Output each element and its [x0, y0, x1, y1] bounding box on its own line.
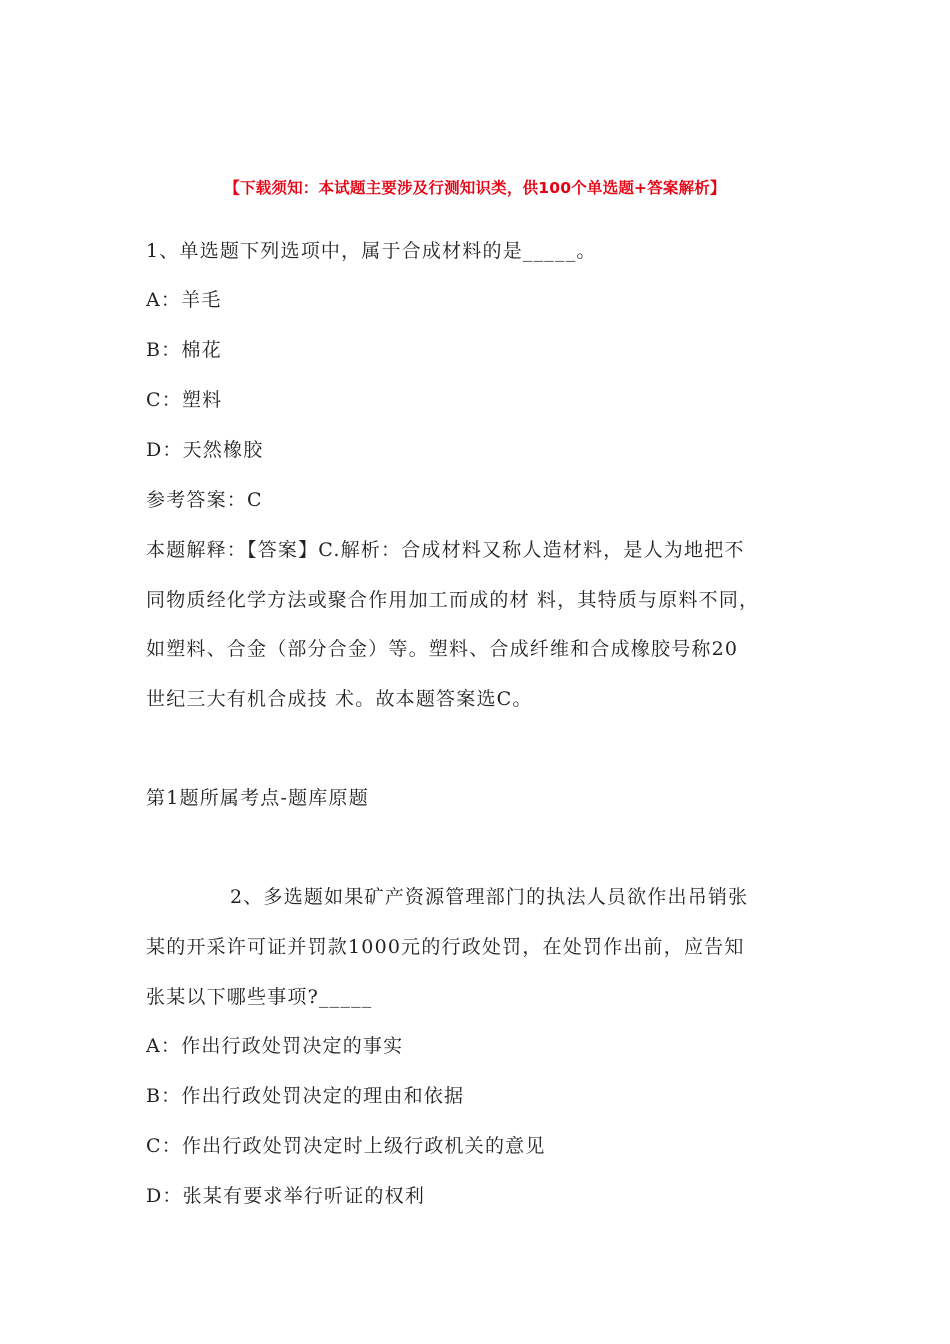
question-1-explanation-line: 同物质经化学方法或聚合作用加工而成的材 料，其特质与原料不同，: [146, 589, 760, 611]
download-notice: 【下载须知：本试题主要涉及行测知识类，供100个单选题+答案解析】: [224, 179, 726, 197]
question-1-explanation-line: 本题解释：【答案】C.解析：合成材料又称人造材料，是人为地把不: [146, 539, 745, 561]
question-2-option-c: C：作出行政处罚决定时上级行政机关的意见: [146, 1135, 546, 1157]
question-1-explanation-line: 如塑料、合金（部分合金）等。塑料、合成纤维和合成橡胶号称20: [146, 638, 739, 660]
question-2-option-d: D：张某有要求举行听证的权利: [146, 1185, 426, 1207]
question-1-option-d: D：天然橡胶: [146, 439, 264, 461]
question-1-topic: 第1题所属考点-题库原题: [146, 787, 369, 809]
question-1-answer: 参考答案：C: [146, 489, 263, 511]
question-2-stem-line: 张某以下哪些事项?_____: [146, 986, 373, 1008]
question-1-option-b: B：棉花: [146, 339, 222, 361]
question-1-option-a: A：羊毛: [146, 289, 222, 311]
question-1-explanation-line: 世纪三大有机合成技 术。故本题答案选C。: [146, 688, 533, 710]
question-2-stem-line: 某的开采许可证并罚款1000元的行政处罚，在处罚作出前，应告知: [146, 936, 745, 958]
question-1-stem: 1、单选题下列选项中，属于合成材料的是_____。: [146, 240, 597, 262]
question-2-stem-line: 2、多选题如果矿产资源管理部门的执法人员欲作出吊销张: [230, 886, 749, 908]
question-1-option-c: C：塑料: [146, 389, 223, 411]
question-2-option-b: B：作出行政处罚决定的理由和依据: [146, 1085, 465, 1107]
question-2-option-a: A：作出行政处罚决定的事实: [146, 1035, 404, 1057]
